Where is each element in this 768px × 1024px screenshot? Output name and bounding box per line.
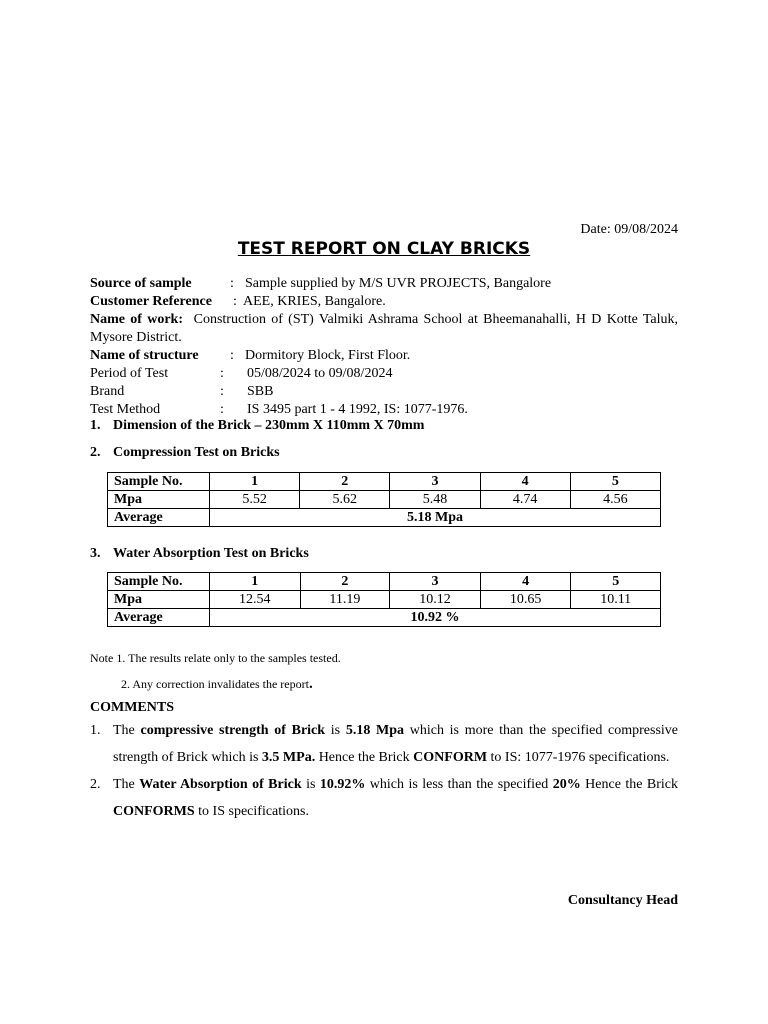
table-cell: 5 [571, 573, 661, 591]
comment-item [90, 771, 678, 825]
table-cell: 10.65 [480, 591, 571, 609]
table-cell: 5.52 [210, 491, 300, 509]
table-cell: 4.74 [480, 491, 570, 509]
table-row [108, 591, 661, 609]
report-title: TEST REPORT ON CLAY BRICKS [237, 239, 531, 259]
table-cell: 4 [480, 473, 570, 491]
report-date: Date: 09/08/2024 [580, 222, 678, 237]
table-cell: 5.48 [390, 491, 480, 509]
comment-bold: 5.18 Mpa [345, 723, 405, 738]
work-label: Name of work: [90, 312, 184, 327]
table-cell: 10.12 [390, 591, 481, 609]
source-row [90, 275, 678, 293]
table-cell: 3 [390, 573, 481, 591]
table-cell: 12.54 [210, 591, 301, 609]
section-title: Water Absorption Test on Bricks [113, 546, 309, 561]
comment-text: to IS: 1077-1976 specifications. [487, 750, 670, 765]
colon: : [220, 384, 224, 399]
method-value: IS 3495 part 1 - 4 1992, IS: 1077-1976. [247, 402, 468, 417]
structure-row [90, 347, 678, 365]
table-cell: 4 [480, 573, 571, 591]
period-label: Period of Test [90, 366, 169, 381]
comment-text: Hence the Brick [315, 750, 414, 765]
table-cell: Mpa [108, 491, 210, 509]
comment-text: is [325, 723, 346, 738]
source-label: Source of sample [90, 276, 192, 291]
table-cell: Sample No. [108, 473, 210, 491]
comment-text: which is more than the specified compressive strength of Brick which is [113, 723, 679, 765]
table-cell: Sample No. [108, 573, 210, 591]
section-title: Dimension of the Brick – 230mm X 110mm X 70mm [113, 418, 425, 433]
table-cell: 10.11 [571, 591, 661, 609]
section-2-heading [90, 445, 280, 461]
table-row [108, 473, 661, 491]
comment-number: 2. [90, 777, 101, 792]
table-cell: 2 [300, 573, 390, 591]
table-cell: Average [108, 509, 210, 527]
table-cell: 2 [300, 473, 390, 491]
colon: : [233, 294, 237, 309]
note-1: Note 1. The results relate only to the samples tested. [90, 651, 341, 665]
table-cell: Mpa [108, 591, 210, 609]
comment-bold: 20% [552, 777, 581, 792]
comment-text: Hence the Brick [580, 777, 678, 792]
structure-value: Dormitory Block, First Floor. [245, 348, 411, 363]
comment-item [90, 717, 678, 771]
table-row [108, 609, 661, 627]
table-row [108, 509, 661, 527]
note-2-text: 2. Any correction invalidates the report [121, 677, 309, 691]
section-number: 2. [90, 445, 101, 460]
average-cell: 10.92 % [210, 609, 661, 627]
table-row [108, 573, 661, 591]
comment-text: to IS specifications. [194, 804, 309, 819]
absorption-table [107, 572, 661, 627]
customer-value: AEE, KRIES, Bangalore. [243, 294, 386, 309]
average-cell: 5.18 Mpa [210, 509, 661, 527]
comment-bold: compressive strength of Brick [140, 723, 326, 738]
comment-bold: CONFORM [413, 750, 488, 765]
customer-row [90, 293, 678, 311]
colon: : [230, 348, 234, 363]
section-3-heading [90, 546, 309, 562]
note-2-period: . [308, 676, 313, 692]
table-cell: 5 [570, 473, 660, 491]
work-row [90, 311, 678, 347]
method-label: Test Method [90, 402, 161, 417]
table-cell: Average [108, 609, 210, 627]
colon: : [220, 402, 224, 417]
section-number: 3. [90, 546, 101, 561]
comment-bold: Water Absorption of Brick [139, 777, 302, 792]
brand-value: SBB [247, 384, 274, 399]
comment-bold: 3.5 MPa. [261, 750, 316, 765]
colon: : [220, 366, 224, 381]
note-2 [121, 676, 313, 693]
comment-number: 1. [90, 723, 101, 738]
period-row [90, 365, 678, 383]
comment-text: which is less than the specified [365, 777, 553, 792]
structure-label: Name of structure [90, 348, 199, 363]
comment-text: is [301, 777, 320, 792]
section-number: 1. [90, 418, 101, 433]
sample-info [90, 275, 678, 419]
comment-text: The [113, 777, 140, 792]
table-cell: 4.56 [570, 491, 660, 509]
source-value: Sample supplied by M/S UVR PROJECTS, Bangalore [245, 276, 552, 291]
table-cell: 3 [390, 473, 480, 491]
comment-bold: 10.92% [319, 777, 366, 792]
brand-row [90, 383, 678, 401]
comment-text: The [113, 723, 141, 738]
brand-label: Brand [90, 384, 125, 399]
method-row [90, 401, 678, 419]
section-1-heading [90, 418, 424, 434]
comment-bold: CONFORMS [113, 804, 195, 819]
table-cell: 1 [210, 573, 301, 591]
table-row [108, 491, 661, 509]
signature-label: Consultancy Head [567, 893, 678, 908]
comments-heading: COMMENTS [90, 700, 174, 715]
compression-table [107, 472, 661, 527]
table-cell: 1 [210, 473, 300, 491]
section-title: Compression Test on Bricks [113, 445, 280, 460]
work-value: Construction of (ST) Valmiki Ashrama School at Bheemanahalli, H D Kotte Taluk, Mysore District. [90, 312, 679, 345]
table-cell: 11.19 [300, 591, 390, 609]
customer-label: Customer Reference [90, 294, 212, 309]
comments-list [90, 717, 678, 825]
colon: : [230, 276, 234, 291]
period-value: 05/08/2024 to 09/08/2024 [247, 366, 393, 381]
table-cell: 5.62 [300, 491, 390, 509]
